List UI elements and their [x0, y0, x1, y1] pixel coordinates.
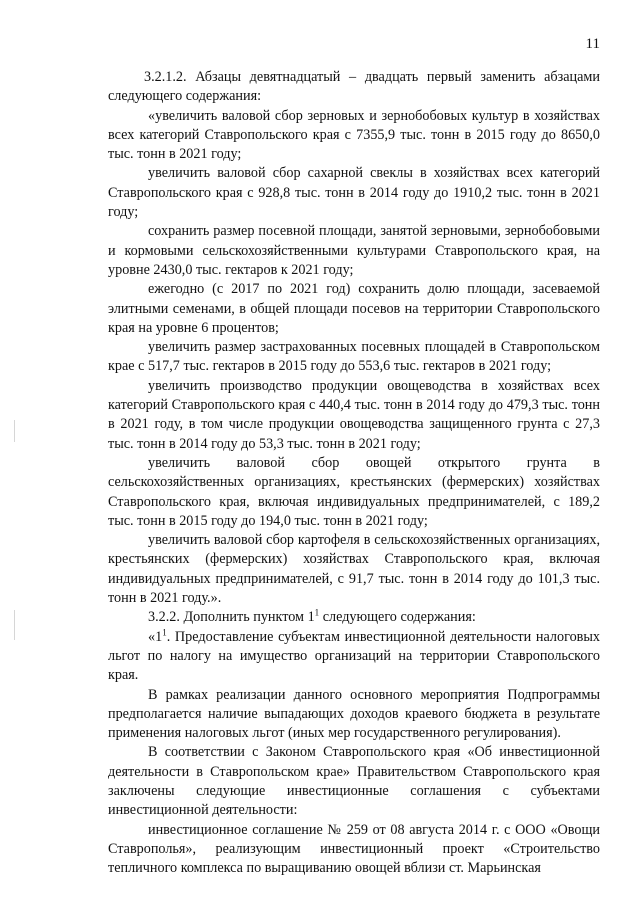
paragraph-open-ground-vegetables: увеличить валовой сбор овощей открытого грунта в сельскохозяйственных организациях, крестьянских (фермерских) хозяйствах Ставропольского края, включая индивидуальных предпринимателей, с 189,2 тыс. тонн в 2015 году до 194,0 тыс. тонн в 2021 году;: [108, 454, 600, 529]
tax-heading-text: . Предоставление субъектам инвестиционной деятельности налоговых льгот по налогу на имущество организаций на территории Ставропольского края.: [108, 628, 600, 684]
paragraph-sugar-beet: увеличить валовой сбор сахарной свеклы в хозяйствах всех категорий Ставропольского края с 928,8 тыс. тонн в 2014 году до 1910,2 тыс. тонн в 2021 году;: [108, 165, 600, 221]
paragraph-add-clause: [108, 608, 600, 627]
paragraph-amend-clause: 3.2.1.2. Абзацы девятнадцатый – двадцать первый заменить абзацами следующего содержания:: [108, 69, 600, 105]
paragraph-insured-area: увеличить размер застрахованных посевных площадей в Ставропольском крае с 517,7 тыс. гектаров в 2015 году до 553,6 тыс. гектаров в 2021 году;: [108, 339, 600, 375]
paragraph-elite-seeds: ежегодно (с 2017 по 2021 год) сохранить долю площади, засеваемой элитными семенами, в общей площади посевов на территории Ставропольского края на уровне 6 процентов;: [108, 281, 600, 336]
page-number: 11: [585, 36, 600, 52]
scan-margin-mark: [14, 420, 15, 442]
paragraph-investment-agreement: инвестиционное соглашение № 259 от 08 августа 2014 г. с ООО «Овощи Ставрополья», реализующим инвестиционный проект «Строительство тепличного комплекса по выращиванию овощей вблизи ст. Марьинская: [108, 821, 600, 877]
scan-margin-mark: [14, 610, 15, 640]
paragraph-investment-law: В соответствии с Законом Ставропольского края «Об инвестиционной деятельности в Ставропольском крае» Правительством Ставропольского края заключены следующие инвестиционные соглашения с субъектами инвестиционной деятельности:: [108, 744, 600, 819]
add-clause-text-end: следующего содержания:: [319, 609, 476, 626]
paragraph-grain-harvest: «увеличить валовой сбор зерновых и зернобобовых культур в хозяйствах всех категорий Ставропольского края с 7355,9 тыс. тонн в 2015 году до 8650,0 тыс. тонн в 2021 году;: [108, 107, 600, 163]
paragraph-sown-area: сохранить размер посевной площади, занятой зерновыми, зернобобовыми и кормовыми сельскохозяйственными культурами Ставропольского края, на уровне 2430,0 тыс. гектаров к 2021 году;: [108, 223, 600, 278]
paragraph-tax-benefits-heading: [108, 628, 600, 686]
superscript: 1: [162, 626, 167, 637]
superscript: 1: [314, 607, 320, 618]
tax-heading-number: «1: [148, 628, 163, 645]
body-text: [108, 68, 600, 878]
paragraph-vegetable-production: увеличить производство продукции овощеводства в хозяйствах всех категорий Ставропольского края с 440,4 тыс. тонн в 2014 году до 479,3 тыс. тонн в 2021 году, в том числе продукции овощеводства защищенного грунта с 27,3 тыс. тонн в 2014 году до 53,3 тыс. тонн в 2021 году;: [108, 377, 600, 452]
add-clause-text: 3.2.2. Дополнить пунктом 1: [148, 609, 315, 626]
paragraph-potato-harvest: увеличить валовой сбор картофеля в сельскохозяйственных организациях, крестьянских (фермерских) хозяйствах Ставропольского края, включая индивидуальных предпринимателей, с 91,7 тыс. тонн в 2014 году до 101,3 тыс. тонн в 2021 году.».: [108, 532, 600, 607]
paragraph-budget-losses: В рамках реализации данного основного мероприятия Подпрограммы предполагается наличие выпадающих доходов краевого бюджета в результате применения налоговых льгот (иных мер государственного регулирования).: [108, 686, 600, 742]
